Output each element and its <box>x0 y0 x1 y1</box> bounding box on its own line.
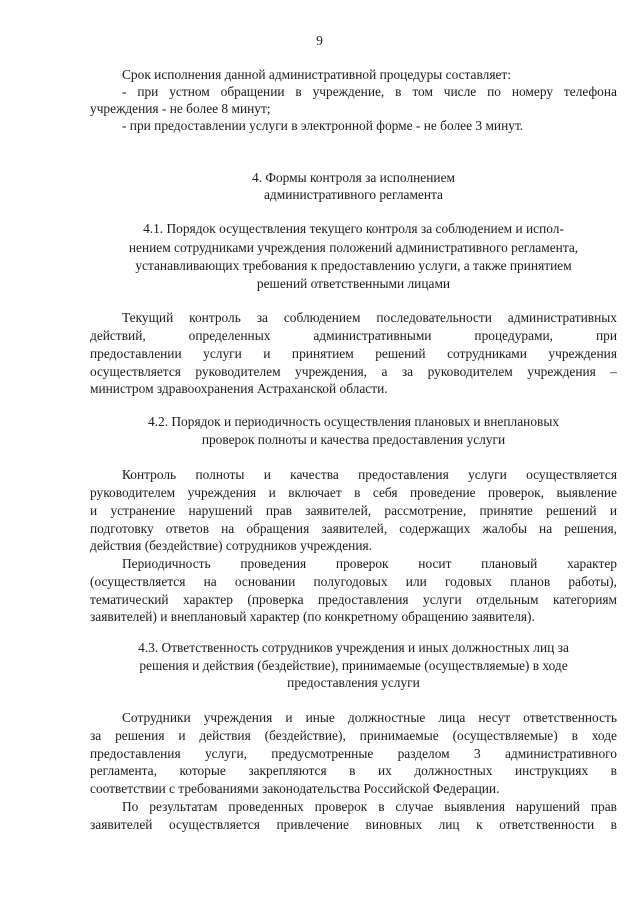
intro-line: учреждения - не более 8 минут; <box>90 101 271 116</box>
page-number: 9 <box>316 33 323 48</box>
paragraph-line: соответствии с требованиями законодательства Российской Федерации. <box>90 781 500 796</box>
section-heading: 4. Формы контроля за исполнением <box>252 170 455 185</box>
intro-line: - при предоставлении услуги в электронной форме - не более 3 минут. <box>122 118 524 133</box>
paragraph-line: Текущий контроль за соблюдением последовательности административных <box>122 310 617 325</box>
paragraph-line: подготовку ответов на обращения заявителей, содержащих жалобы на решения, <box>90 521 617 536</box>
subsection-heading: решения и действия (бездействие), принимаемые (осуществляемые) в ходе <box>139 658 568 673</box>
paragraph-line: По результатам проведенных проверок в случае выявления нарушений прав <box>122 799 617 814</box>
subsection-heading: 4.1. Порядок осуществления текущего контроля за соблюдением и испол- <box>143 221 564 236</box>
paragraph-line: предоставления услуги, предусмотренные разделом 3 административного <box>90 746 617 761</box>
paragraph-line: действия (бездействие) сотрудников учреждения. <box>90 538 373 553</box>
subsection-heading: нением сотрудниками учреждения положений административного регламента, <box>128 240 579 255</box>
paragraph-line: регламента, которые закрепляются в их должностных инструкциях в <box>90 763 617 778</box>
subsection-heading: решений ответственными лицами <box>256 276 451 291</box>
paragraph-line: министром здравоохранения Астраханской области. <box>90 381 388 396</box>
paragraph-line: предоставлении услуги и принятием решений сотрудниками учреждения <box>90 346 617 361</box>
subsection-heading: 4.2. Порядок и периодичность осуществления плановых и внеплановых <box>147 414 560 429</box>
intro-line: Срок исполнения данной административной процедуры составляет: <box>122 67 512 82</box>
subsection-heading: предоставления услуги <box>287 675 420 690</box>
paragraph-line: Периодичность проведения проверок носит плановый характер <box>122 556 617 571</box>
intro-line: - при устном обращении в учреждение, в том числе по номеру телефона <box>122 84 617 99</box>
paragraph-line: и устранение нарушений прав заявителей, рассмотрение, принятие решений и <box>90 503 617 518</box>
subsection-heading: проверок полноты и качества предоставления услуги <box>201 432 506 447</box>
paragraph-line: тематический характер (проверка предоставления услуги отдельным категориям <box>90 592 617 607</box>
paragraph-line: (осуществляется на основании полугодовых или годовых планов работы), <box>90 574 617 589</box>
paragraph-line: действий, определенных административными процедурами, при <box>90 328 617 343</box>
paragraph-line: Контроль полноты и качества предоставления услуги осуществляется <box>122 467 617 482</box>
subsection-heading: устанавливающих требования к предоставлению услуги, а также принятием <box>135 258 572 273</box>
paragraph-line: осуществляется руководителем учреждения, а за руководителем учреждения – <box>90 364 617 379</box>
paragraph-line: заявителей осуществляется привлечение виновных лиц к ответственности в <box>90 817 617 832</box>
paragraph-line: за решения и действия (бездействие), принимаемые (осуществляемые) в ходе <box>90 728 617 743</box>
paragraph-line: руководителем учреждения и включает в себя проведение проверок, выявление <box>90 485 617 500</box>
section-heading: административного регламента <box>263 187 443 202</box>
paragraph-line: заявителей) и внеплановый характер (по конкретному обращению заявителя). <box>90 609 535 624</box>
subsection-heading: 4.3. Ответственность сотрудников учреждения и иных должностных лиц за <box>138 640 569 655</box>
paragraph-line: Сотрудники учреждения и иные должностные лица несут ответственность <box>122 710 617 725</box>
